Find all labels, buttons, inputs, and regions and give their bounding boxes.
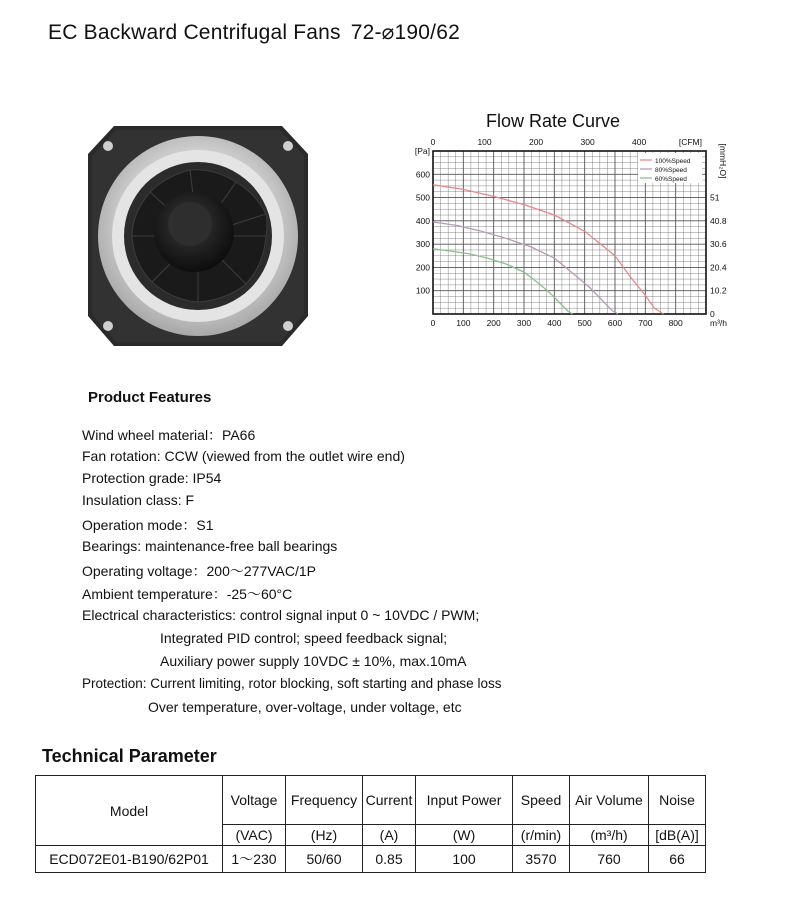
x-tick-label-bottom: 0 xyxy=(430,318,436,328)
legend-label: 100%Speed xyxy=(655,158,691,165)
header-speed: Speed xyxy=(513,776,570,825)
unit-current: (A) xyxy=(363,825,416,846)
y-tick-label-left: 300 xyxy=(415,239,430,250)
model-value: ECD072E01-B190/62P01 xyxy=(36,846,223,873)
header-voltage: Voltage xyxy=(223,776,286,825)
unit-air-volume: (m³/h) xyxy=(570,825,649,846)
feature-line: Auxiliary power supply 10VDC ± 10%, max.10mA xyxy=(160,653,467,669)
series-line-100speed xyxy=(433,185,664,314)
y-tick-label-left: 400 xyxy=(415,215,430,226)
x-tick-label-bottom: 200 xyxy=(486,318,501,328)
x-tick-label-top: 400 xyxy=(632,137,647,147)
value-noise: 66 xyxy=(649,846,706,873)
feature-line: Bearings: maintenance-free ball bearings xyxy=(82,538,338,554)
chart-series xyxy=(433,185,664,314)
feature-line: Operation mode：S1 xyxy=(82,517,214,533)
x-tick-label-top: 100 xyxy=(477,137,492,147)
fan-product-image xyxy=(86,124,310,348)
unit-frequency: (Hz) xyxy=(286,825,363,846)
unit-noise: [dB(A)] xyxy=(649,825,706,846)
page-title-text: EC Backward Centrifugal Fans xyxy=(48,21,341,44)
x-tick-label-top: 0 xyxy=(430,137,436,147)
model-header: Model xyxy=(36,776,223,846)
feature-line: Ambient temperature：-25～60°C xyxy=(82,586,293,602)
feature-line: Wind wheel material：PA66 xyxy=(82,427,256,443)
y-tick-label-left: 600 xyxy=(415,169,430,180)
unit-input-power: (W) xyxy=(416,825,513,846)
value-frequency: 50/60 xyxy=(286,846,363,873)
x-tick-label-bottom: 800 xyxy=(668,318,683,328)
x-tick-label-bottom: 300 xyxy=(516,318,532,328)
x-tick-label-bottom: 100 xyxy=(456,318,471,328)
header-noise: Noise xyxy=(649,776,706,825)
x-unit-top: [CFM] xyxy=(678,137,702,147)
feature-line: Protection: Current limiting, rotor blocking, soft starting and phase loss xyxy=(82,676,502,691)
x-tick-label-bottom: 600 xyxy=(607,318,623,328)
features-heading: Product Features xyxy=(88,389,212,406)
page-title xyxy=(48,20,460,45)
value-current: 0.85 xyxy=(363,846,416,873)
y-tick-label-right: 30.6 xyxy=(710,239,727,250)
header-frequency: Frequency xyxy=(286,776,363,825)
value-air-volume: 760 xyxy=(570,846,649,873)
x-tick-label-top: 200 xyxy=(528,137,544,147)
header-input-power: Input Power xyxy=(416,776,513,825)
y-unit-right: [mmH₂O] xyxy=(718,143,728,179)
feature-line: Integrated PID control; speed feedback signal; xyxy=(160,630,448,646)
unit-voltage: (VAC) xyxy=(223,825,286,846)
chart-title: Flow Rate Curve xyxy=(486,111,621,131)
x-tick-label-bottom: 400 xyxy=(547,318,562,328)
y-tick-label-left: 200 xyxy=(415,262,430,273)
x-unit-bottom: m³/h xyxy=(710,318,727,328)
y-tick-label-left: 500 xyxy=(415,192,430,203)
y-tick-label-right: 51 xyxy=(710,192,720,203)
value-input-power: 100 xyxy=(416,846,513,873)
value-speed: 3570 xyxy=(513,846,570,873)
legend-label: 80%Speed xyxy=(655,167,687,174)
unit-speed: (r/min) xyxy=(513,825,570,846)
y-unit-left: [Pa] xyxy=(414,146,430,156)
x-tick-label-top: 300 xyxy=(580,137,595,147)
feature-line: Protection grade: IP54 xyxy=(82,470,222,486)
chart-legend xyxy=(638,153,702,183)
header-current: Current xyxy=(363,776,416,825)
page-title-model: 72-⌀190/62 xyxy=(350,21,460,44)
legend-label: 60%Speed xyxy=(655,176,687,183)
y-tick-label-left: 100 xyxy=(415,285,430,296)
feature-line: Fan rotation: CCW (viewed from the outlet wire end) xyxy=(82,448,405,464)
header-air-volume: Air Volume xyxy=(570,776,649,825)
y-tick-label-right: 40.8 xyxy=(710,215,727,226)
feature-line: Electrical characteristics: control signal input 0 ~ 10VDC / PWM; xyxy=(82,607,480,623)
technical-heading: Technical Parameter xyxy=(42,746,217,766)
technical-table xyxy=(35,775,706,873)
feature-line: Operating voltage：200～277VAC/1P xyxy=(82,563,316,579)
feature-line: Over temperature, over-voltage, under voltage, etc xyxy=(148,699,462,715)
value-voltage: 1～230 xyxy=(223,846,286,873)
x-tick-label-bottom: 500 xyxy=(577,318,592,328)
x-tick-label-bottom: 700 xyxy=(638,318,653,328)
y-tick-label-right: 10.2 xyxy=(710,285,727,296)
feature-line: Insulation class: F xyxy=(82,492,195,508)
flow-rate-chart xyxy=(400,128,730,333)
series-line-60speed xyxy=(433,249,573,314)
y-tick-label-right: 0 xyxy=(710,309,715,319)
y-tick-label-right: 20.4 xyxy=(710,262,727,273)
